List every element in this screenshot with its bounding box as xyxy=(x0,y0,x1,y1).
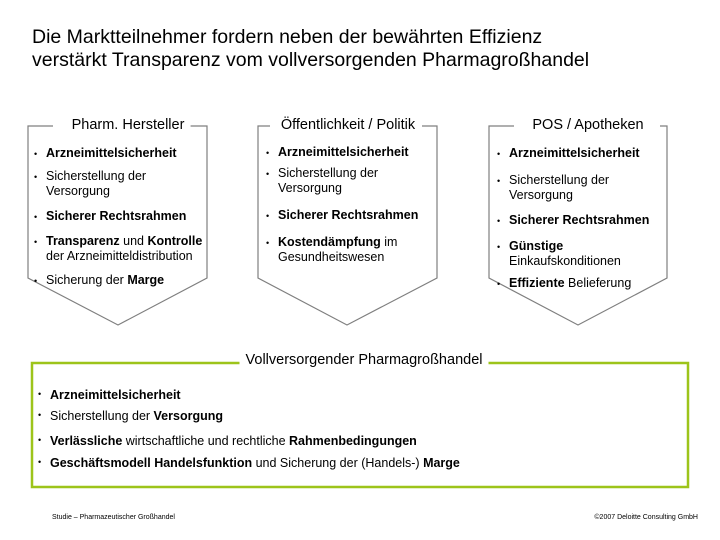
item-bold-2: Kontrolle xyxy=(147,234,203,248)
bullet: • xyxy=(497,176,501,186)
title-line-1: Die Marktteilnehmer fordern neben der bewährten Effizienz xyxy=(32,26,543,48)
bullet: • xyxy=(34,212,38,222)
bullet: • xyxy=(38,410,42,420)
item-text-line2: Versorgung xyxy=(278,180,342,195)
item-text: und xyxy=(119,234,148,248)
item-text: Sicherstellung der xyxy=(509,173,610,187)
item-bold-2: Versorgung xyxy=(153,409,223,423)
bullet: • xyxy=(38,389,42,399)
item-text: Sicherstellung der xyxy=(278,166,379,180)
item-text: im xyxy=(380,235,398,249)
bullet: • xyxy=(34,149,38,159)
item-bold: Kostendämpfung xyxy=(278,235,381,249)
merged-heading: Vollversorgender Pharmagroßhandel xyxy=(240,352,489,368)
item-text-line2: Einkaufskonditionen xyxy=(509,253,621,268)
footer-study-label: Studie – Pharmazeutischer Großhandel xyxy=(52,514,175,521)
bullet: • xyxy=(266,148,270,158)
item-text: Sicherstellung der xyxy=(46,169,147,183)
bullet: • xyxy=(266,211,270,221)
item-text-line2: der Arzneimitteldistribution xyxy=(46,248,193,263)
bullet: • xyxy=(266,169,270,179)
item-text: wirtschaftliche und rechtliche xyxy=(122,434,290,448)
column-1-heading: Pharm. Hersteller xyxy=(66,117,191,133)
item-text: und Sicherung der (Handels-) xyxy=(252,456,424,470)
title-line-2: verstärkt Transparenz vom vollversorgenden Pharmagroßhandel xyxy=(32,49,590,71)
bullet: • xyxy=(266,238,270,248)
bullet: • xyxy=(497,279,501,289)
item-bold: Transparenz xyxy=(46,234,120,248)
bullet: • xyxy=(34,276,38,286)
item-text: Belieferung xyxy=(564,276,632,290)
bullet: • xyxy=(38,457,42,467)
item-text: Sicherstellung der xyxy=(50,409,154,423)
item-bold-2: Marge xyxy=(423,456,460,470)
item-bold: Arzneimittelsicherheit xyxy=(509,146,640,160)
bullet: • xyxy=(34,237,38,247)
item-bold: Verlässliche xyxy=(50,434,123,448)
bullet: • xyxy=(497,149,501,159)
bullet: • xyxy=(34,172,38,182)
bullet: • xyxy=(497,216,501,226)
bullet: • xyxy=(38,435,42,445)
item-bold: Effiziente xyxy=(509,276,565,290)
item-bold: Arzneimittelsicherheit xyxy=(50,388,181,402)
item-bold-2: Rahmenbedingungen xyxy=(289,434,417,448)
bullet: • xyxy=(497,242,501,252)
item-bold: Sicherer Rechtsrahmen xyxy=(278,208,419,222)
item-bold: Günstige xyxy=(509,239,564,253)
item-text-line2: Versorgung xyxy=(46,183,110,198)
item-text-line2: Versorgung xyxy=(509,187,573,202)
item-bold: Sicherer Rechtsrahmen xyxy=(46,209,187,223)
column-2-heading: Öffentlichkeit / Politik xyxy=(275,117,421,133)
item-text: Sicherung der xyxy=(46,273,128,287)
item-bold: Arzneimittelsicherheit xyxy=(46,146,177,160)
item-bold: Sicherer Rechtsrahmen xyxy=(509,213,650,227)
item-bold-2: Marge xyxy=(127,273,165,287)
column-3-heading: POS / Apotheken xyxy=(526,117,649,133)
item-text-line2: Gesundheitswesen xyxy=(278,249,385,264)
item-bold: Geschäftsmodell Handelsfunktion xyxy=(50,456,253,470)
item-bold: Arzneimittelsicherheit xyxy=(278,145,409,159)
footer-copyright: ©2007 Deloitte Consulting GmbH xyxy=(594,514,698,521)
